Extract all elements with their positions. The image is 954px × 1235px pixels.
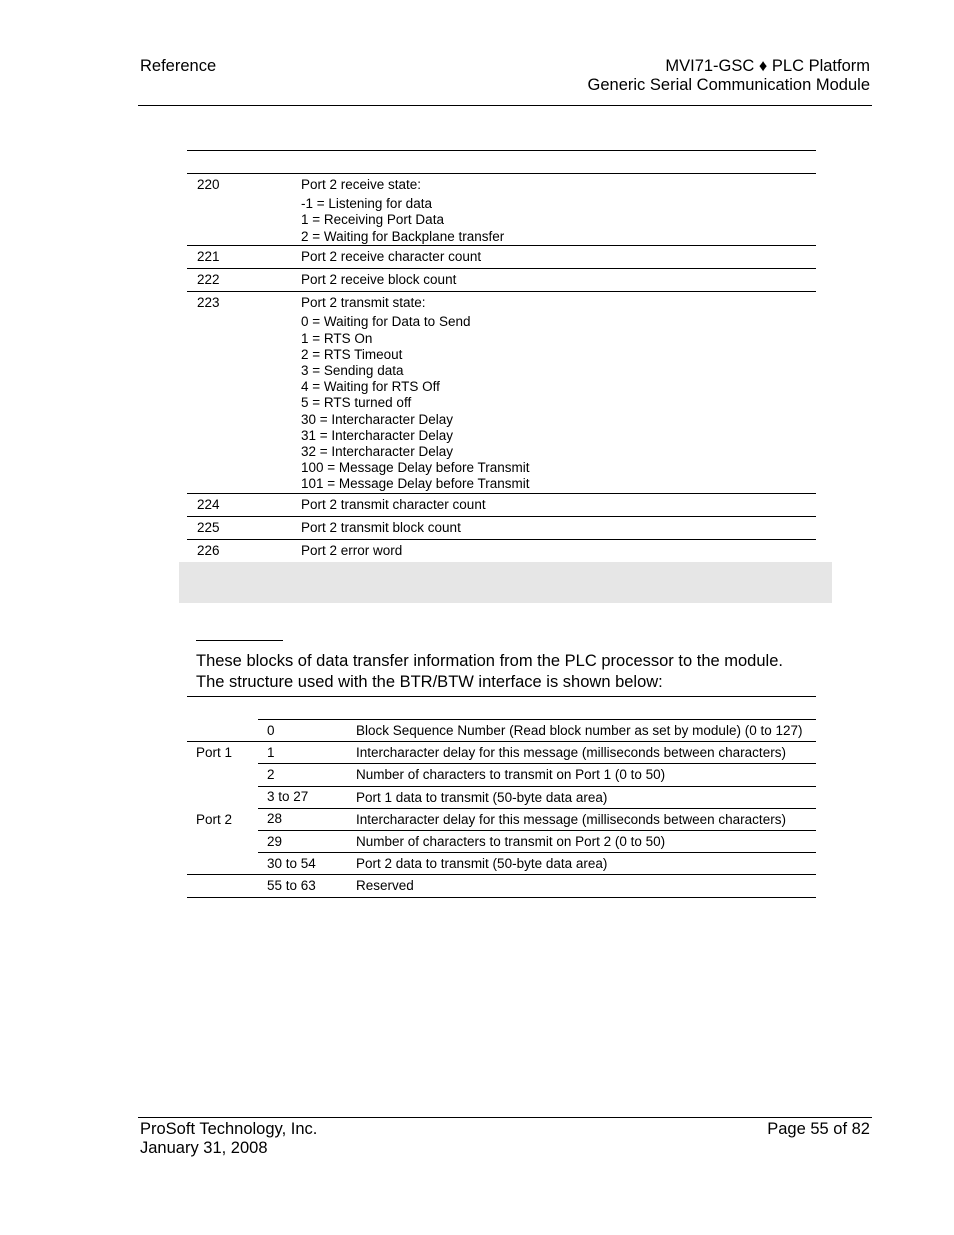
row-description-line: 100 = Message Delay before Transmit bbox=[301, 460, 530, 476]
row-description-line: 2 = RTS Timeout bbox=[301, 346, 403, 362]
row-description-line: 30 = Intercharacter Delay bbox=[301, 411, 453, 427]
row-word-offset: 28 bbox=[258, 809, 356, 831]
row-description-line: 1 = RTS On bbox=[301, 330, 373, 346]
table-row bbox=[187, 292, 816, 493]
row-description-line: 32 = Intercharacter Delay bbox=[301, 444, 453, 460]
row-word-offset: 0 bbox=[258, 719, 356, 742]
row-description bbox=[301, 269, 816, 291]
row-description-line: 2 = Waiting for Backplane transfer bbox=[301, 228, 505, 244]
row-word-number: 221 bbox=[197, 248, 220, 264]
row-port-group bbox=[187, 764, 258, 786]
row-port-group bbox=[187, 831, 258, 853]
row-description-head: Port 2 error word bbox=[301, 543, 403, 559]
row-word-offset: 29 bbox=[258, 831, 356, 853]
row-port-group: Port 2 bbox=[196, 811, 233, 827]
table-row bbox=[187, 540, 816, 563]
row-word-number: 225 bbox=[197, 519, 220, 535]
row-word-offset: 30 to 54 bbox=[258, 853, 356, 875]
row-description bbox=[301, 292, 816, 492]
row-description bbox=[301, 174, 816, 245]
row-port-group bbox=[187, 875, 258, 897]
row-description bbox=[301, 517, 816, 539]
table-row bbox=[187, 764, 816, 786]
row-description-line: 31 = Intercharacter Delay bbox=[301, 427, 453, 443]
row-description-head: Port 2 transmit character count bbox=[301, 496, 486, 512]
row-description-line: 5 = RTS turned off bbox=[301, 395, 412, 411]
row-description: Port 1 data to transmit (50-byte data area) bbox=[356, 787, 816, 809]
row-word-number: 226 bbox=[197, 543, 220, 559]
row-word-number: 224 bbox=[197, 496, 220, 512]
table-row bbox=[187, 875, 816, 897]
row-word-number: 222 bbox=[197, 272, 220, 288]
row-word-offset: 2 bbox=[258, 764, 356, 786]
table-row bbox=[187, 174, 816, 246]
row-description-line: 1 = Receiving Port Data bbox=[301, 212, 444, 228]
table-row bbox=[187, 269, 816, 292]
header-section: Reference bbox=[140, 57, 217, 75]
section-rule bbox=[196, 640, 283, 641]
row-description: Port 2 data to transmit (50-byte data area) bbox=[356, 853, 816, 875]
table-row bbox=[187, 517, 816, 540]
table-row bbox=[187, 809, 816, 831]
row-description-line: 3 = Sending data bbox=[301, 363, 404, 379]
row-word-number: 220 bbox=[197, 177, 220, 192]
table-row bbox=[187, 742, 816, 764]
row-description-head: Port 2 receive block count bbox=[301, 272, 457, 288]
row-port-group bbox=[187, 719, 258, 742]
row-port-group bbox=[187, 853, 258, 875]
row-word-offset: 1 bbox=[258, 742, 356, 764]
header-product bbox=[588, 57, 870, 95]
table-row bbox=[187, 831, 816, 853]
row-word-offset: 55 to 63 bbox=[258, 875, 356, 897]
write-block-table bbox=[187, 696, 816, 898]
intro-line2: The structure used with the BTR/BTW interface is shown below: bbox=[196, 672, 663, 691]
row-description: Block Sequence Number (Read block number as set by module) (0 to 127) bbox=[356, 719, 816, 742]
intro-paragraph bbox=[196, 651, 836, 692]
table-row bbox=[187, 246, 816, 269]
header-product-line1: MVI71-GSC ♦ PLC Platform bbox=[665, 57, 870, 75]
intro-line1: These blocks of data transfer information from the PLC processor to the module. bbox=[196, 652, 783, 670]
table-row bbox=[187, 853, 816, 875]
row-description-head: Port 2 receive character count bbox=[301, 248, 482, 264]
write-table-header bbox=[187, 696, 816, 719]
header-product-line2: Generic Serial Communication Module bbox=[587, 76, 870, 94]
row-description bbox=[301, 540, 816, 562]
header-rule bbox=[138, 105, 872, 106]
table-row bbox=[187, 719, 816, 742]
row-port-group bbox=[187, 787, 258, 809]
row-description: Intercharacter delay for this message (milliseconds between characters) bbox=[356, 742, 816, 764]
footer-rule bbox=[138, 1117, 872, 1118]
row-description-head: Port 2 transmit state: bbox=[301, 295, 426, 311]
table-row bbox=[187, 787, 816, 809]
footer-date: January 31, 2008 bbox=[140, 1139, 268, 1157]
footer-company: ProSoft Technology, Inc. bbox=[140, 1120, 318, 1138]
row-port-group: Port 1 bbox=[196, 745, 233, 761]
row-word-number: 223 bbox=[197, 295, 220, 311]
note-box bbox=[179, 562, 832, 603]
status-table bbox=[187, 150, 816, 563]
table-row bbox=[187, 494, 816, 517]
footer-left bbox=[140, 1120, 317, 1158]
row-description: Number of characters to transmit on Port 1 (0 to 50) bbox=[356, 764, 816, 786]
write-table-body bbox=[187, 719, 816, 898]
row-description-line: 0 = Waiting for Data to Send bbox=[301, 314, 471, 330]
row-description: Number of characters to transmit on Port 2 (0 to 50) bbox=[356, 831, 816, 853]
footer-page: Page 55 of 82 bbox=[767, 1120, 870, 1138]
row-description bbox=[301, 494, 816, 516]
row-description-head: Port 2 transmit block count bbox=[301, 519, 461, 535]
row-description-head: Port 2 receive state: bbox=[301, 177, 422, 192]
row-description bbox=[301, 246, 816, 268]
row-description-line: -1 = Listening for data bbox=[301, 196, 432, 212]
row-word-offset: 3 to 27 bbox=[258, 787, 356, 809]
row-description-line: 4 = Waiting for RTS Off bbox=[301, 379, 440, 395]
status-table-body bbox=[187, 174, 816, 563]
row-description: Intercharacter delay for this message (milliseconds between characters) bbox=[356, 809, 816, 831]
status-table-header bbox=[187, 150, 816, 174]
row-description: Reserved bbox=[356, 875, 816, 897]
row-description-line: 101 = Message Delay before Transmit bbox=[301, 476, 530, 492]
